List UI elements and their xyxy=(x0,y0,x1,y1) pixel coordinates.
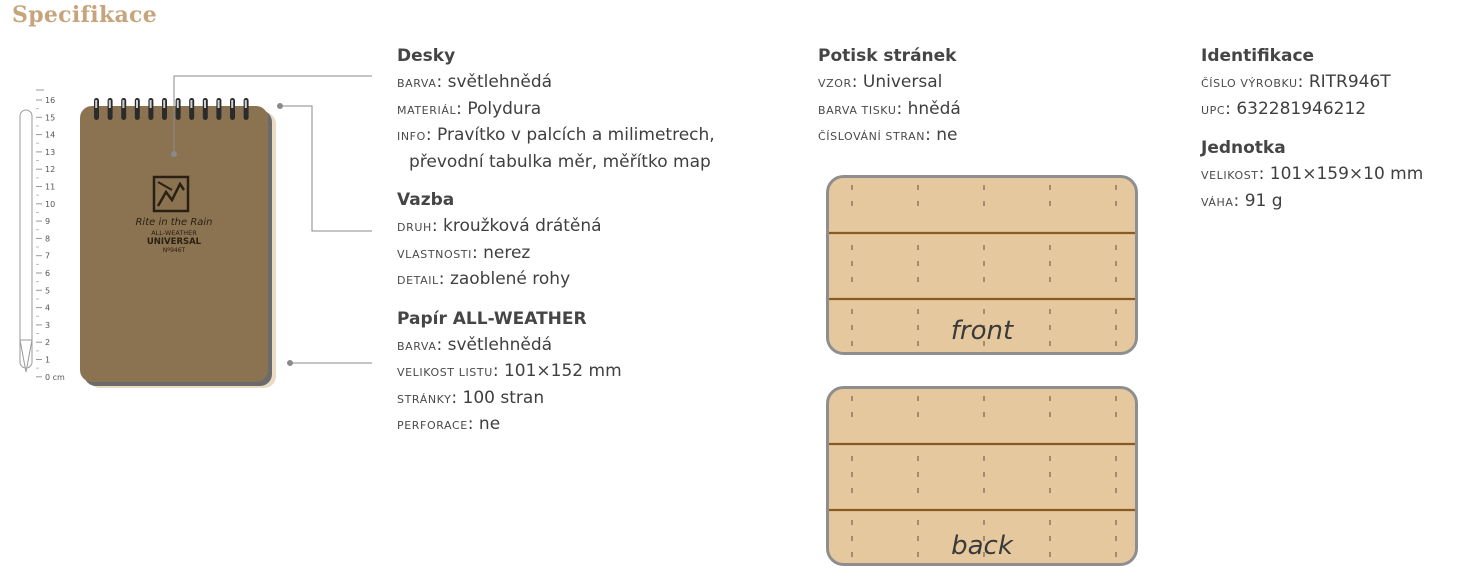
field-value: 632281946212 xyxy=(1236,98,1367,119)
ruler-label: 3 xyxy=(45,320,51,330)
section-heading: Desky xyxy=(397,46,456,66)
ruler-label: 1 xyxy=(45,355,51,365)
section-identifikace: Identifikace ČÍSLO VÝROBKU: RITR946T UPC: 632281946212 xyxy=(1201,46,1423,123)
spec-column-2 xyxy=(818,46,961,165)
field-value: nerez xyxy=(483,242,531,263)
section-heading: Papír ALL-WEATHER xyxy=(397,308,587,329)
field-label: VELIKOST xyxy=(1201,169,1259,182)
page-side-label: front xyxy=(950,316,1014,346)
spiral-ring-highlight xyxy=(163,100,165,108)
field-label: UPC xyxy=(1201,103,1226,117)
section-jednotka: Jednotka VELIKOST: 101×159×10 mm VÁHA: 91 g xyxy=(1201,138,1424,211)
spiral-ring-highlight xyxy=(177,100,179,108)
spiral-ring-highlight xyxy=(231,100,233,108)
spiral-ring-highlight xyxy=(109,100,111,108)
field-value: 100 stran xyxy=(462,387,545,408)
spiral-ring-highlight xyxy=(136,100,138,108)
field-label: DRUH xyxy=(397,221,432,234)
field-label: PERFORACE xyxy=(397,419,468,432)
spiral-ring-highlight xyxy=(245,100,247,108)
field-label: VLASTNOSTI xyxy=(397,247,472,261)
field-value: ne xyxy=(478,414,501,434)
notebook-illustration xyxy=(0,40,400,400)
field-label: STRÁNKY xyxy=(397,392,452,406)
page-title: Specifikace xyxy=(12,2,158,28)
spec-column-3 xyxy=(1201,46,1423,230)
ruler-label: 6 xyxy=(45,269,51,278)
ruler-label: 7 xyxy=(45,251,51,261)
field-value: 91 g xyxy=(1244,190,1283,211)
ruler-label: 10 xyxy=(45,199,56,209)
ruler-scale xyxy=(36,90,65,382)
ruler-label: 8 xyxy=(45,234,51,244)
section-desky: Desky BARVA: světlehnědá MATERIÁL: Polydura INFO: Pravítko v palcích a milimetrech, převodní tabulka měr, měřítko map xyxy=(397,46,715,175)
spiral-ring-highlight xyxy=(218,100,220,108)
field-label: INFO xyxy=(397,130,426,143)
spiral-ring-highlight xyxy=(122,100,124,108)
cover-brand: Rite in the Rain xyxy=(135,217,213,228)
spiral-ring-highlight xyxy=(190,100,192,108)
section-heading: Jednotka xyxy=(1201,138,1286,158)
field-value: Pravítko v palcích a milimetrech, xyxy=(437,125,715,145)
field-value: hnědá xyxy=(907,98,961,119)
cover-number: Nº946T xyxy=(162,247,186,254)
section-heading: Identifikace xyxy=(1201,46,1315,66)
page-side-label: back xyxy=(951,531,1013,561)
field-label: VZOR xyxy=(818,77,852,90)
ruler-label: 15 xyxy=(45,113,56,123)
ruler-label: 13 xyxy=(45,147,56,157)
section-potisk: Potisk stránek VZOR: Universal BARVA TISKU: hnědá ČÍSLOVÁNÍ STRAN: ne xyxy=(818,46,961,145)
cover-subtitle: ALL-WEATHER xyxy=(151,229,197,237)
section-papir: Papír ALL-WEATHER BARVA: světlehnědá VELIKOST LISTU: 101×152 mm STRÁNKY: 100 stran PERFORACE: ne xyxy=(397,309,715,439)
field-label: DETAIL xyxy=(397,274,439,287)
field-label: BARVA xyxy=(397,339,437,353)
field-label: BARVA TISKU xyxy=(818,103,897,117)
pencil-icon xyxy=(20,110,32,372)
spiral-ring-highlight xyxy=(95,100,97,108)
field-value: kroužková drátěná xyxy=(442,216,602,236)
spiral-ring-highlight xyxy=(204,100,206,108)
page-preview-front xyxy=(826,175,1138,355)
field-value: zaoblené rohy xyxy=(449,269,571,289)
section-vazba: Vazba DRUH: kroužková drátěná VLASTNOSTI: nerez DETAIL: zaoblené rohy xyxy=(397,190,715,294)
field-label: MATERIÁL xyxy=(397,103,457,117)
page-preview-back xyxy=(826,386,1138,566)
ruler-label: 16 xyxy=(45,96,56,105)
spec-column-1 xyxy=(397,46,715,454)
field-label: BARVA xyxy=(397,77,437,90)
field-value: světlehnědá xyxy=(447,334,553,355)
cover-model: UNIVERSAL xyxy=(146,237,202,247)
field-value: Polydura xyxy=(467,98,542,119)
field-label: ČÍSLOVÁNÍ STRAN xyxy=(818,130,926,143)
field-value: 101×159×10 mm xyxy=(1269,164,1424,184)
field-value: RITR946T xyxy=(1308,72,1391,92)
ruler-label: 5 xyxy=(45,286,51,296)
ruler-label: 11 xyxy=(45,182,56,192)
ruler-label: 4 xyxy=(45,303,51,313)
field-value: ne xyxy=(936,125,958,145)
spiral-ring-highlight xyxy=(150,100,152,108)
section-heading: Potisk stránek xyxy=(818,46,957,66)
ruler-label: 2 xyxy=(45,338,51,348)
field-value: světlehnědá xyxy=(447,72,553,92)
section-heading: Vazba xyxy=(397,190,455,210)
ruler-label: 12 xyxy=(45,165,56,175)
field-label: VÁHA xyxy=(1201,195,1234,209)
ruler-label: 9 xyxy=(45,217,51,227)
ruler-label: 0 cm xyxy=(45,372,65,382)
field-value: 101×152 mm xyxy=(503,361,622,381)
field-label: VELIKOST LISTU xyxy=(397,366,493,379)
ruler-label: 14 xyxy=(45,130,56,140)
field-value: Universal xyxy=(862,72,943,92)
field-label: ČÍSLO VÝROBKU xyxy=(1201,77,1298,90)
field-value-continued: převodní tabulka měr, měřítko map xyxy=(409,151,711,172)
